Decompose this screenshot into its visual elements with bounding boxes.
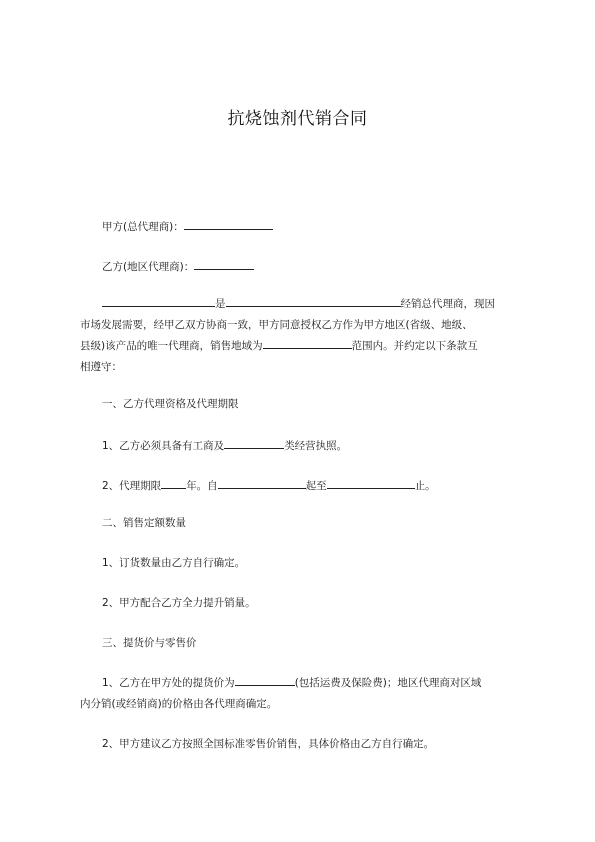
item-text: 年。自 bbox=[186, 480, 218, 492]
section-1-item-1 bbox=[102, 437, 347, 453]
intro-row-1 bbox=[80, 294, 520, 315]
party-a-label: 甲方(总代理商)： bbox=[102, 221, 184, 233]
section-1-heading: 一、乙方代理资格及代理期限 bbox=[102, 398, 239, 410]
party-b-name-blank[interactable] bbox=[194, 258, 254, 270]
section-3-item-1 bbox=[80, 673, 520, 715]
section-2-heading: 二、销售定额数量 bbox=[102, 517, 186, 529]
intro-paragraph bbox=[80, 294, 520, 378]
product-blank[interactable] bbox=[226, 295, 401, 307]
years-blank[interactable] bbox=[161, 477, 186, 489]
pickup-price-blank[interactable] bbox=[235, 674, 295, 686]
intro-text-is: 是 bbox=[215, 298, 226, 310]
section-2-item-2: 2、甲方配合乙方全力提升销量。 bbox=[102, 597, 256, 609]
intro-row-4: 相遵守： bbox=[80, 361, 122, 373]
section-3-heading: 三、提货价与零售价 bbox=[102, 637, 197, 649]
item-text: 止。 bbox=[414, 480, 436, 492]
party-b-label: 乙方(地区代理商)： bbox=[102, 261, 195, 273]
document-title: 抗烧蚀剂代销合同 bbox=[227, 109, 368, 129]
section-1-item-2 bbox=[102, 477, 436, 493]
party-a-line bbox=[102, 218, 273, 234]
party-b-line bbox=[102, 258, 254, 274]
section-3-item-2: 2、甲方建议乙方按照全国标准零售价销售，具体价格由乙方自行确定。 bbox=[102, 738, 435, 750]
license-type-blank[interactable] bbox=[224, 437, 284, 449]
party-a-name-blank[interactable] bbox=[184, 218, 273, 230]
party-a-blank[interactable] bbox=[102, 295, 215, 307]
end-date-blank[interactable] bbox=[327, 477, 415, 489]
intro-row-3 bbox=[80, 336, 520, 357]
territory-blank[interactable] bbox=[263, 337, 352, 349]
section-2-item-1: 1、订货数量由乙方自行确定。 bbox=[102, 557, 246, 569]
item-text: 1、乙方必须具备有工商及 bbox=[102, 440, 225, 452]
intro-text-1: 经销总代理商，现因 bbox=[400, 298, 495, 310]
intro-text-3a: 县级)该产品的唯一代理商，销售地域为 bbox=[80, 340, 263, 352]
item-text: 1、乙方在甲方处的提货价为 bbox=[102, 677, 235, 689]
item-text: 起至 bbox=[305, 480, 327, 492]
item-text: 2、代理期限 bbox=[102, 480, 162, 492]
intro-row-2: 市场发展需要，经甲乙双方协商一致，甲方同意授权乙方作为甲方地区(省级、地级、 bbox=[80, 319, 473, 331]
s3-item-1-row-2: 内分销(或经销商)的价格由各代理商确定。 bbox=[80, 698, 278, 710]
s3-item-1-row-1 bbox=[80, 673, 520, 694]
item-text: 类经营执照。 bbox=[284, 440, 348, 452]
intro-text-3b: 范围内。并约定以下条款互 bbox=[351, 340, 478, 352]
item-text: (包括运费及保险费)；地区代理商对区域 bbox=[294, 677, 482, 689]
start-date-blank[interactable] bbox=[218, 477, 306, 489]
